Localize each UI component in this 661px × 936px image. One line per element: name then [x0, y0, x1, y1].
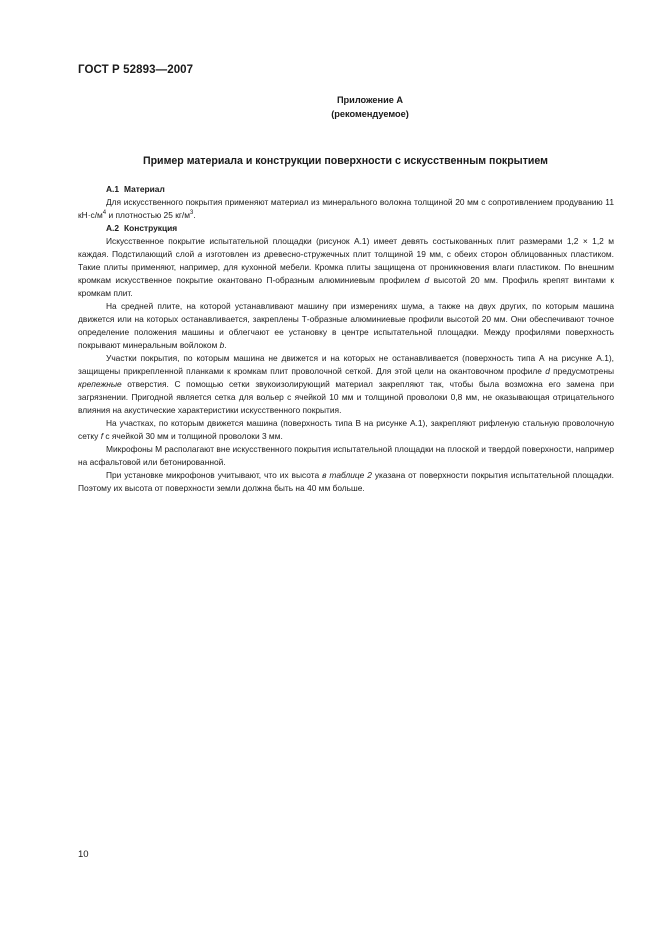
- italic-run: а: [197, 249, 203, 259]
- italic-run: d: [545, 366, 550, 376]
- text-run: На средней плите, на которой устанавливают машину при измерениях шума, а также на двух других, по которым машина движется или на которых останавливается, закреплены Т-образные алюминиевые профили высотой 20 мм. Они обеспечивают точное определение положения машины и облегчают ее установку в центре испытательной площадки. Между профилями поверхность покрывают минеральным войлоком: [78, 301, 614, 350]
- superscript: 4: [102, 210, 107, 217]
- italic-run: крепежные: [78, 379, 122, 389]
- text-run: высотой 20 мм. Профиль крепят винтами к кромкам плит.: [78, 275, 614, 298]
- paragraph-construction-3: [78, 352, 614, 417]
- appendix-label: Приложение А: [336, 95, 404, 105]
- paragraph-construction-1: [78, 235, 614, 300]
- text-run: с ячейкой 30 мм и толщиной проволоки 3 мм.: [103, 431, 283, 441]
- page-number: 10: [78, 849, 89, 860]
- text-run: .: [193, 210, 196, 220]
- text-run: указана от поверхности покрытия испытательной площадки. Поэтому их высота от поверхности земли должна быть на 40 мм больше.: [78, 470, 614, 493]
- appendix-title: Пример материала и конструкции поверхности с искусственным покрытием: [142, 155, 549, 167]
- standard-header: ГОСТ Р 52893—2007: [78, 64, 194, 76]
- section-number: А.1: [106, 184, 120, 194]
- paragraph-construction-4: [78, 417, 614, 443]
- appendix-status: (рекомендуемое): [331, 109, 409, 119]
- italic-run: в таблице 2: [322, 470, 372, 480]
- section-heading-a2: [78, 222, 614, 235]
- italic-run: f: [100, 431, 104, 441]
- text-run: На участках, по которым движется машина (поверхность типа В на рисунке А.1), закрепляют рифленую стальную проволочную сетку: [78, 418, 614, 441]
- text-run: Участки покрытия, по которым машина не движется и на которых не останавливается (поверхность типа А на рисунке А.1), защищены прикрепленной планками к кромкам плит проволочной сеткой. Для этой цели на окантовочном профиле: [78, 353, 614, 376]
- text-run: и плотностью 25 кг/м: [106, 210, 191, 220]
- section-number: А.2: [106, 223, 120, 233]
- paragraph-construction-5: Микрофоны М располагают вне искусственного покрытия испытательной площадки на плоской и твердой поверхности, например на асфальтовой или бетонированной.: [78, 444, 614, 467]
- text-run: .: [224, 340, 227, 350]
- document-body: [78, 183, 614, 495]
- section-heading-a1: [78, 183, 614, 196]
- text-run: отверстия. С помощью сетки звукоизолирующий материал закрепляют так, чтобы была возможна его замена при загрязнении. Пригодной является сетка для вольер с ячейкой 10 мм и толщиной проволоки 0,8 мм, не оказывающая отрицательного влияния на акустические характеристики искусственного покрытия.: [78, 379, 614, 415]
- text-run: Искусственное покрытие испытательной площадки (рисунок А.1) имеет девять состыкованных плит размерами 1,2 × 1,2 м каждая. Подстилающий слой: [78, 236, 614, 259]
- italic-run: d: [424, 275, 430, 285]
- text-run: предусмотрены: [549, 366, 614, 376]
- text-run: Для искусственного покрытия применяют материал из минерального волокна толщиной 20 мм с сопротивлением продуванию 11 кН·с/м: [78, 197, 614, 220]
- section-title: Материал: [124, 184, 165, 194]
- paragraph-material: [78, 196, 614, 222]
- paragraph-construction-2: [78, 300, 614, 352]
- text-run: изготовлен из древесно-стружечных плит толщиной 19 мм, с обеих сторон облицованных пластиком. Такие плиты применяют, например, для кухонной мебели. Кромка плиты защищена от проникновения влаги пластиком. По внешним кромкам искусственное покрытие окантовано П-образным алюминиевым профилем: [78, 249, 615, 285]
- appendix-block: [225, 93, 515, 121]
- section-title: Конструкция: [124, 223, 178, 233]
- italic-run: b: [219, 340, 225, 350]
- paragraph-construction-6: [78, 469, 614, 495]
- superscript: 3: [190, 210, 194, 217]
- text-run: При установке микрофонов учитывают, что их высота: [106, 470, 323, 480]
